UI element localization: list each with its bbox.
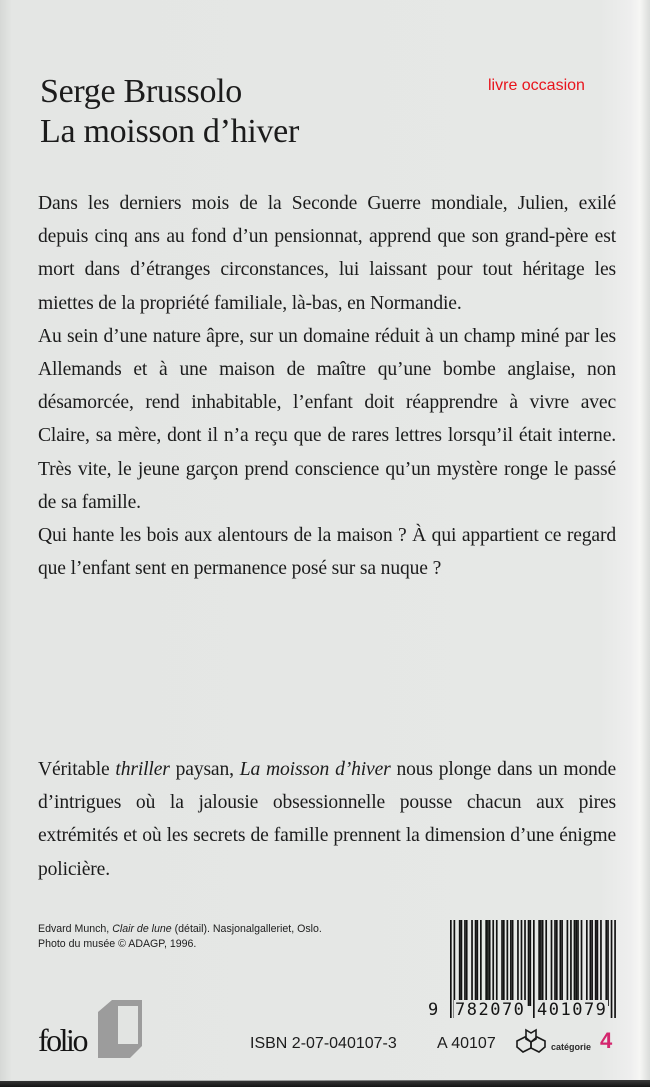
barcode-bar [524, 920, 526, 1006]
barcode-bar [487, 920, 489, 1006]
barcode [428, 920, 618, 1023]
barcode-bar [611, 920, 613, 1018]
barcode-bar [480, 920, 482, 1006]
painting-title: Clair de lune [112, 923, 172, 935]
barcode-bar [475, 920, 477, 1006]
barcode-bar [492, 920, 494, 1006]
credits-line [38, 922, 322, 937]
blurb-paragraph [38, 753, 616, 886]
barcode-bar [614, 920, 616, 1018]
blurb-paragraph: Au sein d’une nature âpre, sur un domaine réduit à un champ miné par les Allemands et à une maison de maître qu’une bombe anglaise, non désamorcée, rend inhabitable, l’enfant doit réapprendre à vivre avec Claire, sa mère, dont il n’a reçu que de rares lettres lorsqu’il était interne. Très vite, le jeune garçon prend conscience qu’un mystère ronge le passé de sa famille. [38, 325, 616, 513]
barcode-bar [485, 920, 487, 1006]
folio-logo [38, 1000, 148, 1062]
barcode-bar [595, 920, 597, 1006]
barcode-bar [507, 920, 509, 1006]
barcode-bar [559, 920, 561, 1006]
text-run: (détail). Nasjonalgalleriet, Oslo. [171, 923, 322, 935]
barcode-bar [471, 920, 473, 1006]
barcode-bar [517, 920, 519, 1006]
folio-logo-mark-icon [98, 1000, 142, 1058]
barcode-bar [466, 920, 468, 1006]
barcode-bar [528, 920, 530, 1006]
text-run: Véritable [38, 759, 116, 780]
credits-line: Photo du musée © ADAGP, 1996. [38, 938, 197, 950]
barcode-bar [605, 920, 607, 1006]
barcode-bar [556, 920, 558, 1006]
barcode-bar [512, 920, 514, 1006]
barcode-bar [529, 920, 531, 1006]
italic-text: thriller [115, 759, 170, 780]
barcode-bar [489, 920, 491, 1006]
barcode-bar [545, 920, 547, 1006]
barcode-bar [586, 920, 588, 1006]
barcode-bar [561, 920, 563, 1006]
barcode-bar [574, 920, 576, 1006]
gallimard-books-icon [515, 1028, 547, 1054]
barcode-bar [464, 920, 466, 1006]
category-number: 4 [600, 1028, 613, 1053]
barcode-bar [510, 920, 512, 1006]
barcode-bar [538, 920, 540, 1006]
cover-credits [38, 922, 322, 952]
barcode-bar [501, 920, 503, 1006]
isbn: ISBN 2-07-040107-3 [250, 1035, 397, 1052]
blurb-summary [38, 753, 616, 886]
barcode-bar [503, 920, 505, 1006]
barcode-bar [542, 920, 544, 1006]
barcode-bar [581, 920, 583, 1006]
barcode-bar [551, 920, 553, 1006]
barcode-digits-left: 782070 [455, 1000, 526, 1020]
text-run: nous plonge dans un monde d’intrigues où la jalousie obsessionnelle pousse chacun aux pires extrémités et où les secrets de famille prennent la dimension d’une énigme policière. [38, 759, 616, 880]
barcode-bar [450, 920, 452, 1018]
barcode-bar [476, 920, 478, 1006]
barcode-bar [540, 920, 542, 1006]
author-name: Serge Brussolo [40, 73, 243, 110]
category-label: catégorie [551, 1042, 592, 1052]
barcode-bar [575, 920, 577, 1006]
barcode-bar [590, 920, 592, 1006]
barcode-bar [591, 920, 593, 1006]
barcode-digits-right: 401079 [537, 1000, 608, 1020]
barcode-bar [461, 920, 463, 1006]
barcode-bar [597, 920, 599, 1006]
blurb [38, 187, 616, 585]
barcode-lead-digit: 9 [428, 1000, 440, 1020]
page-edge-shadow [0, 1080, 650, 1087]
barcode-bar [521, 920, 523, 1006]
barcode-bar [459, 920, 461, 1006]
product-code: A 40107 [437, 1035, 496, 1052]
blurb-paragraph: Dans les derniers mois de la Seconde Guerre mondiale, Julien, exilé depuis cinq ans au fond d’un pensionnat, apprend que son grand-père est mort dans d’étranges circonstances, lui laissant pour tout héritage les miettes de la propriété familiale, là-bas, en Normandie. [38, 193, 616, 314]
blurb-paragraph: Qui hante les bois aux alentours de la maison ? À qui appartient ce regard que l’enfant sent en permanence posé sur sa nuque ? [38, 525, 616, 580]
italic-title: La moisson d’hiver [239, 759, 391, 780]
barcode-bar [607, 920, 609, 1006]
barcode-bar [496, 920, 498, 1006]
book-title: La moisson d’hiver [40, 113, 299, 150]
text-run: paysan, [169, 759, 240, 780]
barcode-bar [567, 920, 569, 1006]
barcode-bar [570, 920, 572, 1006]
text-run: Edvard Munch, [38, 923, 113, 935]
barcode-bar [554, 920, 556, 1006]
barcode-bar [533, 920, 535, 1018]
used-book-label: livre occasion [488, 77, 585, 94]
barcode-bar [577, 920, 579, 1006]
folio-logo-text: folio [38, 1022, 86, 1058]
barcode-bar [600, 920, 602, 1006]
